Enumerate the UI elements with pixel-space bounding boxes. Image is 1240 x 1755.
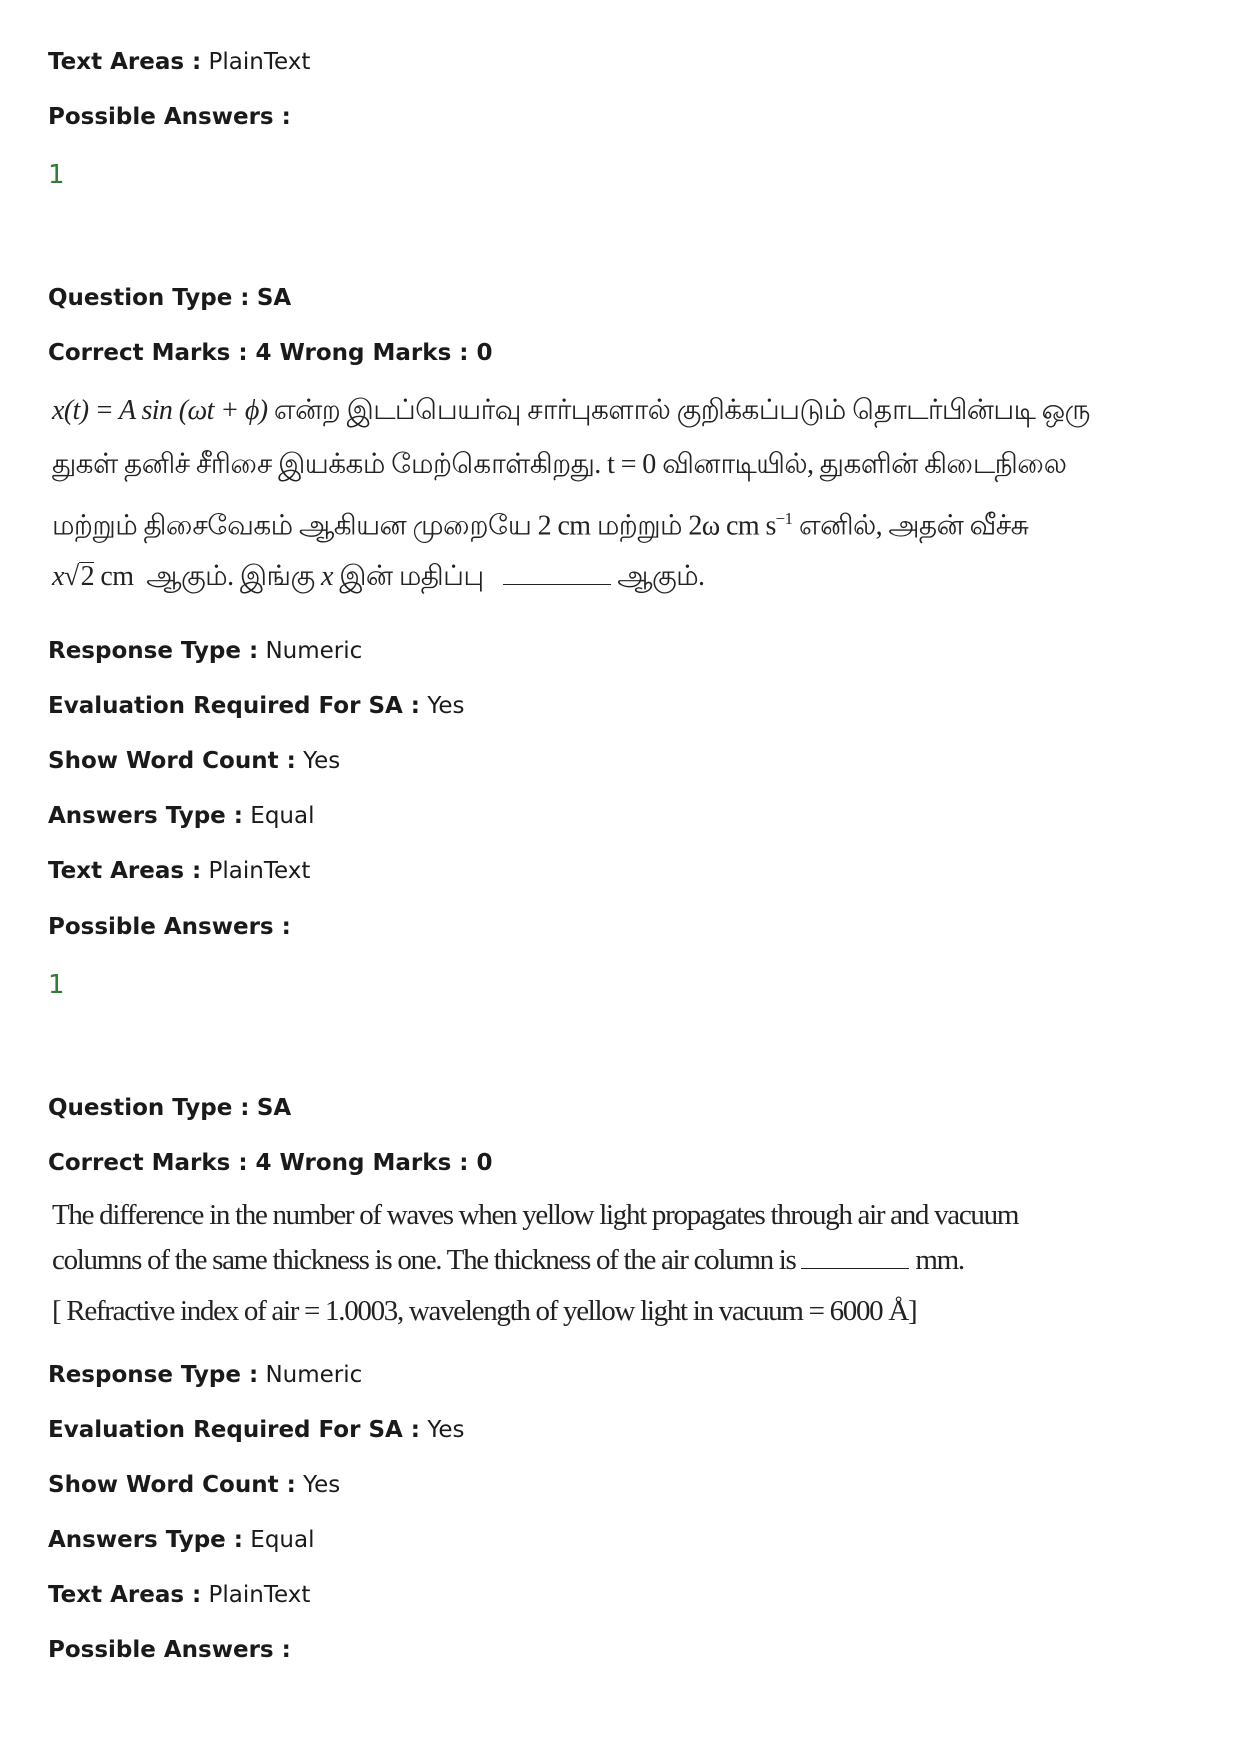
question-text-segment: துகள் தனிச் சீரிசை இயக்கம் மேற்கொள்கிறது. — [52, 449, 601, 480]
marks-label: Correct Marks : 4 Wrong Marks : 0 — [48, 340, 493, 366]
question-text — [52, 1193, 1018, 1334]
question-text-segment: ஆகும். — [617, 561, 705, 592]
response-type-row — [48, 1360, 362, 1390]
possible-answer-value: 1 — [48, 970, 65, 1000]
time-expression: t = 0 — [607, 449, 656, 480]
show-word-count-label: Show Word Count : — [48, 748, 296, 774]
show-word-count-label: Show Word Count : — [48, 1472, 296, 1498]
unit-exponent: −1 — [775, 509, 793, 528]
question-text — [52, 384, 1090, 604]
answers-type-row — [48, 1525, 315, 1555]
possible-answers-label: Possible Answers : — [48, 104, 291, 130]
sqrt-radicand: 2 — [80, 561, 95, 592]
question-text-segment: மற்றும் — [596, 510, 682, 542]
question-type-row — [48, 1093, 291, 1123]
amplitude-unit: cm — [100, 561, 134, 592]
velocity-value: 2ω — [688, 510, 720, 542]
show-word-count-value: Yes — [303, 1472, 341, 1498]
possible-answer-value: 1 — [48, 160, 65, 190]
question-line — [52, 550, 1090, 604]
text-areas-label: Text Areas : — [48, 1582, 202, 1608]
possible-answers-row — [48, 912, 291, 942]
evaluation-required-row — [48, 691, 464, 721]
text-areas-value: PlainText — [208, 858, 311, 884]
sqrt-symbol: √ — [63, 561, 79, 592]
text-areas-row — [48, 856, 310, 886]
marks-label: Correct Marks : 4 Wrong Marks : 0 — [48, 1150, 493, 1176]
question-line — [52, 438, 1090, 492]
velocity-unit: cm s — [726, 510, 776, 542]
question-line — [52, 1238, 1018, 1283]
displacement-formula: x(t) = A sin (ωt + ϕ) — [52, 395, 268, 426]
text-areas-value: PlainText — [208, 49, 311, 75]
evaluation-required-value: Yes — [427, 1417, 465, 1443]
answer-blank — [503, 584, 611, 585]
possible-answers-row — [48, 102, 291, 132]
show-word-count-row — [48, 1470, 340, 1500]
question-line — [52, 492, 1090, 546]
text-areas-label: Text Areas : — [48, 49, 202, 75]
marks-row — [48, 338, 492, 368]
text-areas-row — [48, 1580, 310, 1610]
show-word-count-row — [48, 746, 340, 776]
question-text-segment: ஆகும். இங்கு — [146, 561, 315, 592]
text-areas-label: Text Areas : — [48, 858, 202, 884]
answers-type-row — [48, 801, 315, 831]
possible-answers-label: Possible Answers : — [48, 1637, 291, 1663]
question-type-label: Question Type : — [48, 1095, 250, 1121]
show-word-count-value: Yes — [303, 748, 341, 774]
question-type-value: SA — [256, 285, 292, 311]
question-text-segment: என்ற இடப்பெயர்வு சார்புகளால் குறிக்கப்படும் தொடர்பின்படி ஒரு — [273, 395, 1090, 426]
question-text-segment: எனில், அதன் வீச்சு — [798, 510, 1029, 542]
answers-type-label: Answers Type : — [48, 803, 243, 829]
question-text-segment: mm. — [915, 1244, 964, 1276]
question-text-segment: இன் மதிப்பு — [339, 561, 484, 592]
possible-answers-label: Possible Answers : — [48, 914, 291, 940]
question-type-value: SA — [256, 1095, 292, 1121]
question-text-segment: columns of the same thickness is one. The thickness of the air column is — [52, 1244, 796, 1276]
response-type-value: Numeric — [265, 1362, 363, 1388]
question-type-row — [48, 283, 291, 313]
question-text-segment: வினாடியில், துகளின் கிடைநிலை — [662, 449, 1067, 480]
evaluation-required-label: Evaluation Required For SA : — [48, 693, 421, 719]
evaluation-required-label: Evaluation Required For SA : — [48, 1417, 421, 1443]
amplitude-variable: x — [321, 561, 333, 592]
evaluation-required-row — [48, 1415, 464, 1445]
response-type-value: Numeric — [265, 638, 363, 664]
question-line: The difference in the number of waves when yellow light propagates through air and vacuum — [52, 1199, 1019, 1231]
answer-blank — [801, 1268, 909, 1269]
question-line: [ Refractive index of air = 1.0003, wavelength of yellow light in vacuum = 6000 Å] — [52, 1295, 917, 1327]
response-type-label: Response Type : — [48, 638, 259, 664]
response-type-row — [48, 636, 362, 666]
question-line — [52, 384, 1090, 438]
answers-type-label: Answers Type : — [48, 1527, 243, 1553]
answers-type-value: Equal — [250, 803, 315, 829]
position-value: 2 cm — [537, 510, 591, 542]
text-areas-row — [48, 47, 310, 77]
possible-answers-row — [48, 1635, 291, 1665]
answers-type-value: Equal — [250, 1527, 315, 1553]
response-type-label: Response Type : — [48, 1362, 259, 1388]
text-areas-value: PlainText — [208, 1582, 311, 1608]
evaluation-required-value: Yes — [427, 693, 465, 719]
question-type-label: Question Type : — [48, 285, 250, 311]
question-text-segment: மற்றும் திசைவேகம் ஆகியன முறையே — [52, 510, 532, 542]
amplitude-variable: x — [52, 561, 64, 592]
marks-row — [48, 1148, 492, 1178]
